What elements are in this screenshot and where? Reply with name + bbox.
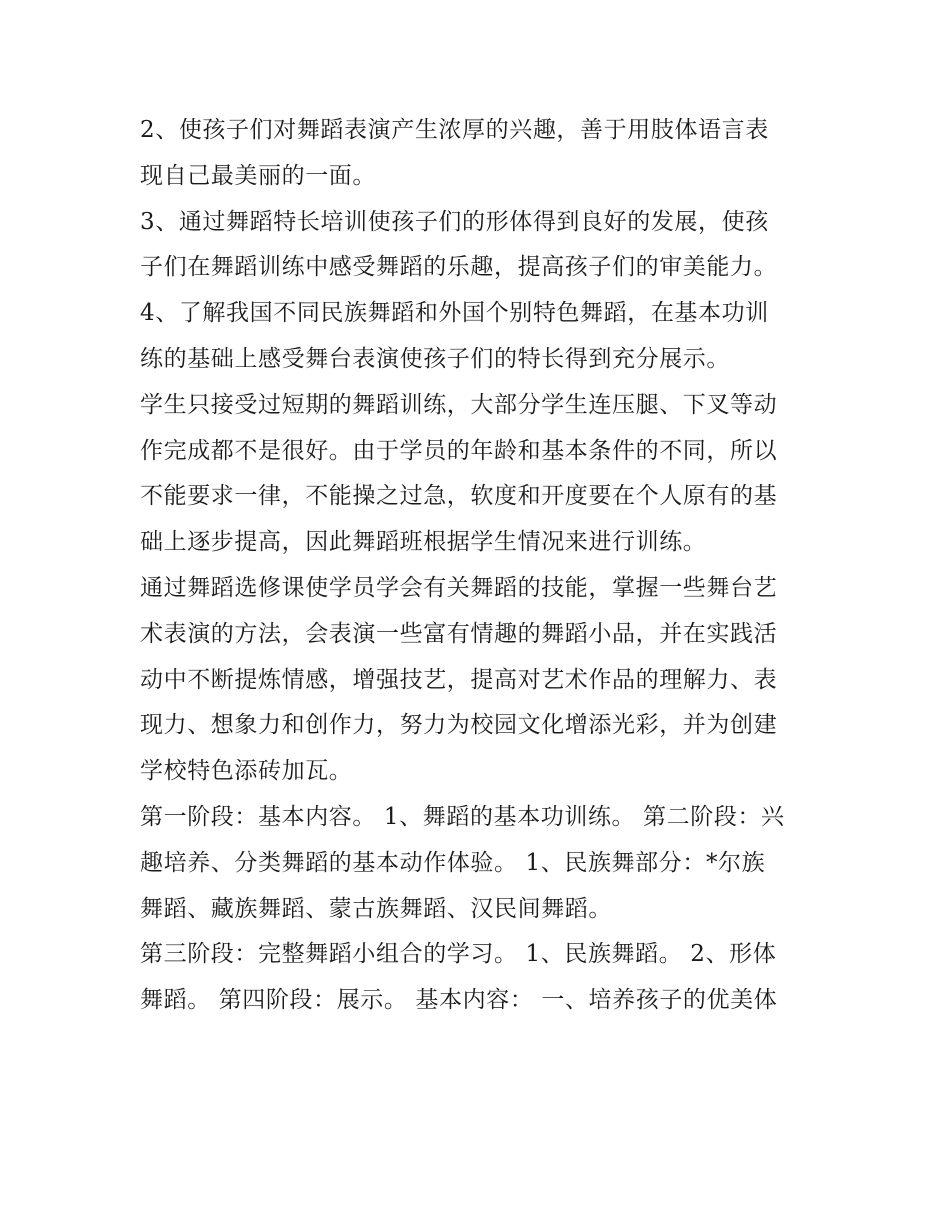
document-body (140, 108, 820, 1024)
text-line: 现力、想象力和创作力，努力为校园文化增添光彩，并为创建 (140, 712, 778, 739)
text-line: 学校特色添砖加瓦。 (140, 758, 353, 785)
text-line: 作完成都不是很好。由于学员的年龄和基本条件的不同，所以 (140, 437, 778, 464)
text-line: 子们在舞蹈训练中感受舞蹈的乐趣，提高孩子们的审美能力。 (140, 254, 778, 281)
text-line: 第一阶段：基本内容。 1、舞蹈的基本功训练。 第二阶段：兴 (140, 803, 785, 830)
text-line: 舞蹈。 第四阶段：展示。 基本内容： 一、培养孩子的优美体 (140, 987, 778, 1014)
text-line: 趣培养、分类舞蹈的基本动作体验。 1、民族舞部分：*尔族 (140, 849, 766, 876)
text-line: 不能要求一律，不能操之过急，软度和开度要在个人原有的基 (140, 483, 778, 510)
text-line: 础上逐步提高，因此舞蹈班根据学生情况来进行训练。 (140, 529, 707, 556)
text-line: 3、通过舞蹈特长培训使孩子们的形体得到良好的发展，使孩 (140, 208, 769, 235)
text-line: 舞蹈、藏族舞蹈、蒙古族舞蹈、汉民间舞蹈。 (140, 895, 612, 922)
text-line: 术表演的方法，会表演一些富有情趣的舞蹈小品，并在实践活 (140, 620, 778, 647)
text-line: 第三阶段：完整舞蹈小组合的学习。 1、民族舞蹈。 2、形体 (140, 941, 777, 968)
text-line: 现自己最美丽的一面。 (140, 162, 376, 189)
text-line: 通过舞蹈选修课使学员学会有关舞蹈的技能，掌握一些舞台艺 (140, 574, 778, 601)
text-line: 练的基础上感受舞台表演使孩子们的特长得到充分展示。 (140, 345, 730, 372)
text-line: 动中不断提炼情感，增强技艺，提高对艺术作品的理解力、表 (140, 666, 778, 693)
text-line: 4、了解我国不同民族舞蹈和外国个别特色舞蹈，在基本功训 (140, 300, 769, 327)
text-line: 2、使孩子们对舞蹈表演产生浓厚的兴趣，善于用肢体语言表 (140, 117, 769, 143)
text-line: 学生只接受过短期的舞蹈训练，大部分学生连压腿、下叉等动 (140, 391, 778, 418)
